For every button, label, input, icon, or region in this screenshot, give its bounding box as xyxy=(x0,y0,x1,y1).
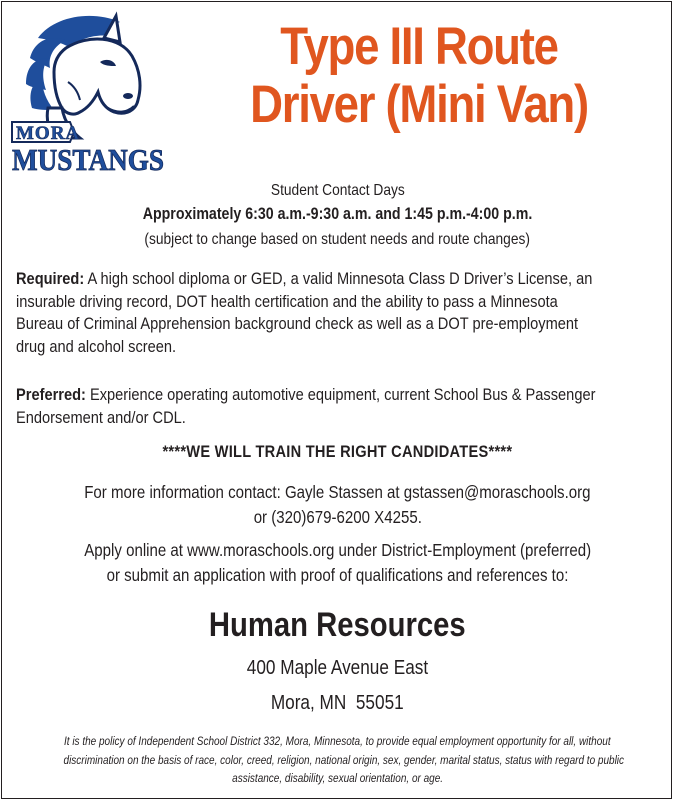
logo-top-word: MORA xyxy=(16,123,81,144)
preferred-qualifications: Preferred: Experience operating automotive equipment, current School Bus & Passenger Endorsement and/or CDL. xyxy=(16,385,596,427)
logo-bottom-word: MUSTANGS xyxy=(12,142,164,177)
job-posting xyxy=(1,1,672,799)
equal-opportunity-policy: It is the policy of Independent School District 332, Mora, Minnesota, to provide equal employment opportunity for all, without discrimination on the basis of race, color, creed, religion, national origin, sex, gender, marital status, status with regard to public assistance, disability, sexual orientation, or age. xyxy=(63,734,625,785)
hr-address-city: Mora, MN 55051 xyxy=(271,692,404,714)
job-title xyxy=(208,18,629,134)
required-label: Required: xyxy=(16,269,85,288)
required-qualifications: Required: A high school diploma or GED, a valid Minnesota Class D Driver’s License, an insurable driving record, DOT health certification and the ability to pass a Minnesota Bureau of Criminal Apprehension background check as well as a DOT pre-employment drug and alcohol screen. xyxy=(16,269,593,356)
contact-days-note: (subject to change based on student needs and route changes) xyxy=(144,231,531,248)
job-title-line-2: Driver (Mini Van) xyxy=(250,75,588,134)
job-title-line-1: Type III Route xyxy=(280,17,558,76)
hr-department-title: Human Resources xyxy=(209,606,466,644)
mustang-horse-icon xyxy=(26,16,140,138)
contact-info-line-2: or (320)679-6200 X4255. xyxy=(253,507,422,527)
mora-mustangs-logo xyxy=(8,12,166,177)
apply-instructions-line-2: or submit an application with proof of qualifications and references to: xyxy=(106,565,569,585)
apply-instructions-line-1: Apply online at www.moraschools.org under District-Employment (preferred) xyxy=(84,540,591,560)
training-banner: ****WE WILL TRAIN THE RIGHT CANDIDATES**** xyxy=(162,442,513,461)
contact-info-line-1: For more information contact: Gayle Stassen at gstassen@moraschools.org xyxy=(84,482,591,502)
contact-days-label: Student Contact Days xyxy=(270,182,405,199)
hr-address-street: 400 Maple Avenue East xyxy=(246,657,429,679)
contact-days-times: Approximately 6:30 a.m.-9:30 a.m. and 1:45 p.m.-4:00 p.m. xyxy=(142,205,533,223)
preferred-label: Preferred: xyxy=(16,385,86,404)
